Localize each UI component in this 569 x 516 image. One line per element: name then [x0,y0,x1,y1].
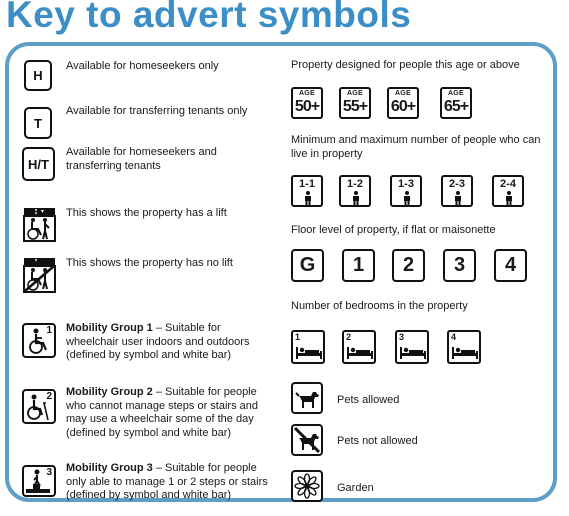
age-word: AGE [447,90,465,97]
bed-icon [399,344,427,360]
bedroom-count: 4 [451,332,457,342]
occupancy-symbol [441,175,473,207]
homeseekers-transfer-symbol [22,147,55,181]
mg2-number: 2 [46,391,52,402]
bed-icon [451,344,479,360]
bedroom-heading: Number of bedrooms in the property [291,300,468,312]
no-dog-icon [293,426,321,454]
mobility-group-1-symbol [22,323,56,358]
transfer-label: Available for transferring tenants only [66,105,248,117]
homeseekers-transfer-label: Available for homeseekers and transferring tenants [66,146,217,172]
bedroom-count: 2 [346,332,352,342]
occupancy-symbol [390,175,422,207]
garden-symbol [291,470,323,502]
occupancy-symbol [492,175,524,207]
bedroom-symbol [447,330,481,364]
mobility-group-3-symbol [22,465,56,497]
mg3-title: Mobility Group 3 [66,462,153,474]
mg3-text: – Suitable for people only able to manage 1 or 2 steps or stairs (defined by symbol and white bar) [66,462,268,501]
pets-not-allowed-symbol [291,424,323,456]
age-symbol [440,87,472,119]
mobility-group-2-label [66,386,276,440]
age-symbol [339,87,371,119]
floor-symbol: 2 [392,249,425,282]
floor-heading: Floor level of property, if flat or maisonette [291,224,496,236]
homeseekers-symbol [24,60,52,91]
mobility-group-1-label [66,322,276,363]
age-word: AGE [298,90,316,97]
homeseekers-label: Available for homeseekers only [66,60,219,72]
lift-icon [23,207,56,242]
page-title: Key to advert symbols [6,0,412,35]
bedroom-count: 3 [399,332,405,342]
bedroom-symbol [342,330,376,364]
age-symbol [291,87,323,119]
person-icon [303,191,313,205]
pets-allowed-label: Pets allowed [337,394,400,406]
age-symbol [387,87,419,119]
age-word: AGE [394,90,412,97]
mg3-number: 3 [46,467,52,478]
mg2-text: – Suitable for people who cannot manage steps or stairs and may use a wheelchair some of the day (defined by symbol and white bar) [66,386,259,439]
floor-symbol: 1 [342,249,375,282]
age-heading: Property designed for people this age or above [291,59,520,71]
age-value: 60+ [390,98,416,115]
mobility-group-3-label [66,462,276,503]
bedroom-symbol [291,330,325,364]
floor-symbol: 4 [494,249,527,282]
garden-label: Garden [337,482,374,494]
occupancy-value: 1-2 [347,178,363,190]
no-lift-symbol [23,257,56,293]
lift-symbol [23,207,56,242]
mg1-text: – Suitable for wheelchair user indoors and outdoors (defined by symbol and white bar) [66,322,250,361]
occupancy-symbol [291,175,323,207]
person-icon [402,191,412,205]
age-word: AGE [346,90,364,97]
bed-icon [295,344,323,360]
occupancy-value: 1-1 [299,178,315,190]
occupancy-symbol [339,175,371,207]
h-code: H [33,68,43,83]
ht-code: H/T [28,156,49,172]
occupancy-heading: Minimum and maximum number of people who can live in property [291,134,541,160]
mg2-title: Mobility Group 2 [66,386,153,398]
flower-icon [293,472,321,500]
occupancy-value: 2-4 [500,178,516,190]
dog-icon [293,384,321,412]
occupancy-value: 1-3 [398,178,414,190]
person-icon [504,191,514,205]
bedroom-count: 1 [295,332,301,342]
mg1-number: 1 [46,325,52,336]
no-lift-label: This shows the property has no lift [66,257,233,269]
lift-label: This shows the property has a lift [66,207,227,219]
bed-icon [346,344,374,360]
pets-not-allowed-label: Pets not allowed [337,435,418,447]
person-icon [453,191,463,205]
person-icon [351,191,361,205]
mg1-title: Mobility Group 1 [66,322,153,334]
age-value: 55+ [342,98,368,115]
floor-symbol: 3 [443,249,476,282]
pets-allowed-symbol [291,382,323,414]
bedroom-symbol [395,330,429,364]
age-value: 65+ [443,98,469,115]
transfer-symbol [24,107,52,139]
no-lift-icon [23,257,56,293]
t-code: T [34,115,42,131]
mobility-group-2-symbol [22,389,56,424]
age-value: 50+ [294,98,320,115]
occupancy-value: 2-3 [449,178,465,190]
floor-symbol: G [291,249,324,282]
